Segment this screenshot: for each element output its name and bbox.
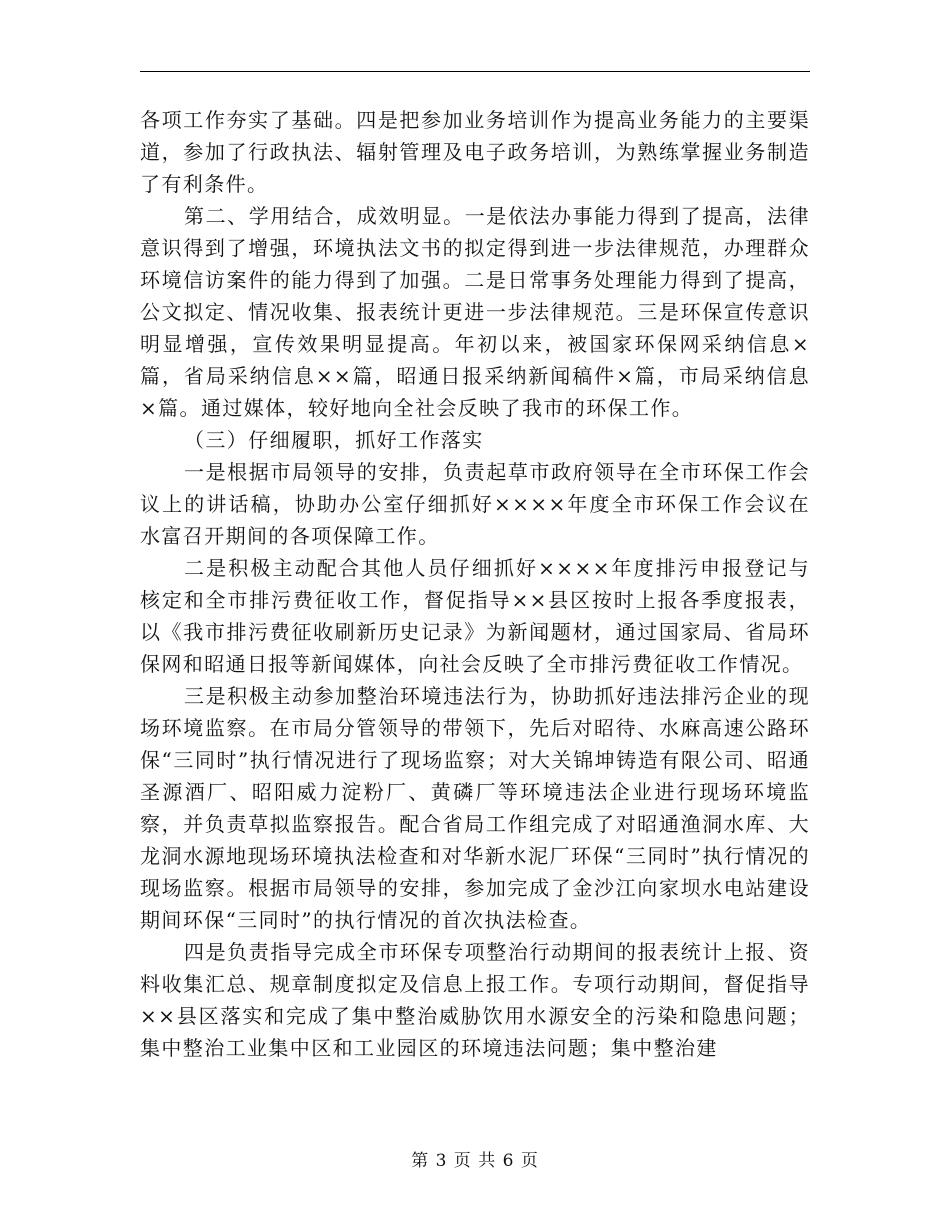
page-number-footer: 第 3 页 共 6 页 (411, 1151, 539, 1171)
header-rule (140, 71, 810, 72)
paragraph-continuation: 各项工作夯实了基础。四是把参加业务培训作为提高业务能力的主要渠道，参加了行政执法、辐射管理及电子政务培训，为熟练掌握业务制造了有利条件。 (140, 108, 810, 196)
paragraph-item-two: 二是积极主动配合其他人员仔细抓好××××年度排污申报登记与核定和全市排污费征收工作，督促指导××县区按时上报各季度报表，以《我市排污费征收刷新历史记录》为新闻题材，通过国家局、省局环保网和昭通日报等新闻媒体，向社会反映了全市排污费征收工作情况。 (140, 556, 810, 676)
section-heading: （三）仔细履职，抓好工作落实 (184, 428, 484, 452)
paragraph-item-three: 三是积极主动参加整治环境违法行为，协助抓好违法排污企业的现场环境监察。在市局分管领导的带领下，先后对昭待、水麻高速公路环保“三同时”执行情况进行了现场监察；对大关锦坤铸造有限公司、昭通圣源酒厂、昭阳威力淀粉厂、黄磷厂等环境违法企业进行现场环境监察，并负责草拟监察报告。配合省局工作组完成了对昭通渔洞水库、大龙洞水源地现场环境执法检查和对华新水泥厂环保“三同时”执行情况的现场监察。根据市局领导的安排，参加完成了金沙江向家坝水电站建设期间环保“三同时”的执行情况的首次执法检查。 (140, 684, 810, 932)
paragraph-item-four: 四是负责指导完成全市环保专项整治行动期间的报表统计上报、资料收集汇总、规章制度拟定及信息上报工作。专项行动期间，督促指导××县区落实和完成了集中整治威胁饮用水源安全的污染和隐患问题；集中整治工业集中区和工业园区的环境违法问题；集中整治建 (140, 940, 810, 1060)
document-body (140, 104, 810, 1064)
paragraph-item-one: 一是根据市局领导的安排，负责起草市政府领导在全市环保工作会议上的讲话稿，协助办公室仔细抓好××××年度全市环保工作会议在水富召开期间的各项保障工作。 (140, 460, 810, 548)
paragraph-study-results: 第二、学用结合，成效明显。一是依法办事能力得到了提高，法律意识得到了增强，环境执法文书的拟定得到进一步法律规范，办理群众环境信访案件的能力得到了加强。二是日常事务处理能力得到了提高，公文拟定、情况收集、报表统计更进一步法律规范。三是环保宣传意识明显增强，宣传效果明显提高。年初以来，被国家环保网采纳信息×篇，省局采纳信息××篇，昭通日报采纳新闻稿件×篇，市局采纳信息×篇。通过媒体，较好地向全社会反映了我市的环保工作。 (140, 204, 810, 420)
